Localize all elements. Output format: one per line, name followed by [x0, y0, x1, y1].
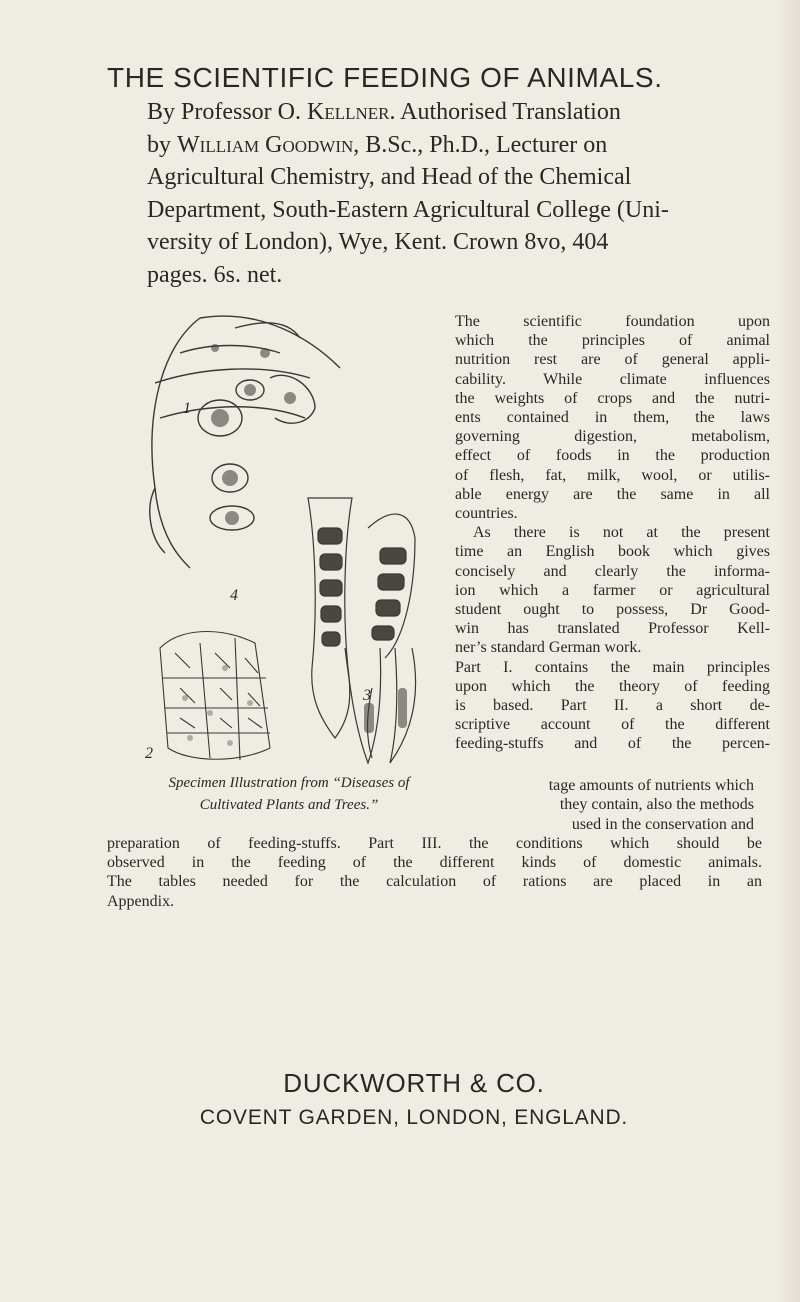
specimen-illustration [140, 308, 440, 768]
text-line: time an English book which gives [455, 543, 770, 561]
intro-line: pages. 6s. net. [147, 261, 283, 288]
intro-line [147, 129, 767, 162]
text-line: able energy are the same in all [455, 485, 770, 503]
text-line: used in the conservation and [571, 815, 754, 833]
text-line: of flesh, fat, milk, wool, or utilis- [455, 466, 770, 484]
text-line: scriptive account of the different [455, 716, 770, 734]
text-line: effect of foods in the production [455, 447, 770, 465]
translator-name: William Goodwin [177, 131, 354, 158]
intro-line [147, 96, 767, 129]
text-line: the weights of crops and the nutri- [455, 389, 770, 407]
book-description-intro [147, 96, 767, 291]
text-line: The tables needed for the calculation of rations are placed in an [107, 873, 762, 891]
text-line: nutrition rest are of general appli- [455, 351, 770, 369]
intro-line: Department, South-Eastern Agricultural College (Uni- [147, 196, 669, 223]
text-line: preparation of feeding-stuffs. Part III. the conditions which should be [107, 834, 762, 852]
text-line: tage amounts of nutrients which [548, 777, 754, 794]
intro-text: by [147, 131, 177, 158]
text-line: cability. While climate influences [455, 370, 770, 388]
plant-disease-engraving [140, 308, 440, 768]
intro-text: . Authorised Translation [389, 99, 621, 125]
text-line: concisely and clearly the informa- [455, 562, 770, 580]
text-line: Part I. contains the main principles [455, 658, 770, 676]
text-line: countries. [455, 505, 518, 523]
text-line: The scientific foundation upon [455, 313, 770, 330]
publisher-address: COVENT GARDEN, LONDON, ENGLAND. [199, 1106, 629, 1129]
intro-text: By Professor O. [147, 99, 307, 125]
text-line: Appendix. [107, 892, 175, 910]
author-name: Kellner [307, 99, 390, 125]
intro-text: , B.Sc., Ph.D., Lecturer on [353, 131, 608, 158]
text-line: upon which the theory of feeding [455, 677, 770, 695]
intro-line: Agricultural Chemistry, and Head of the Chemical [147, 164, 632, 190]
publisher-name: DUCKWORTH & CO. [283, 1068, 545, 1098]
figure-label-2: 2 [145, 745, 153, 762]
text-line: governing digestion, metabolism, [455, 428, 770, 446]
figure-label-3: 3 [363, 687, 371, 704]
intro-line: versity of London), Wye, Kent. Crown 8vo, 404 [147, 229, 609, 255]
text-line: they contain, also the methods [559, 796, 754, 814]
figure-label-1: 1 [183, 400, 191, 417]
text-line: ents contained in them, the laws [455, 409, 770, 427]
text-line: is based. Part II. a short de- [455, 697, 770, 715]
text-line: student ought to possess, Dr Good- [455, 601, 770, 619]
book-title: THE SCIENTIFIC FEEDING OF ANIMALS. [107, 62, 663, 93]
text-line: observed in the feeding of the different kinds of domestic animals. [107, 854, 762, 872]
text-line: ner’s standard German work. [455, 639, 642, 657]
figure-label-4: 4 [230, 587, 238, 604]
text-line: which the principles of animal [455, 332, 770, 350]
text-line: feeding-stuffs and of the percen- [455, 735, 770, 753]
caption-line: Specimen Illustration from “Diseases of [168, 775, 410, 791]
text-line: As there is not at the present [473, 524, 770, 542]
description-column [455, 312, 770, 754]
text-line: ion which a farmer or agricultural [455, 581, 770, 599]
text-line: win has translated Professor Kell- [455, 620, 770, 638]
caption-line: Cultivated Plants and Trees.” [199, 797, 379, 813]
